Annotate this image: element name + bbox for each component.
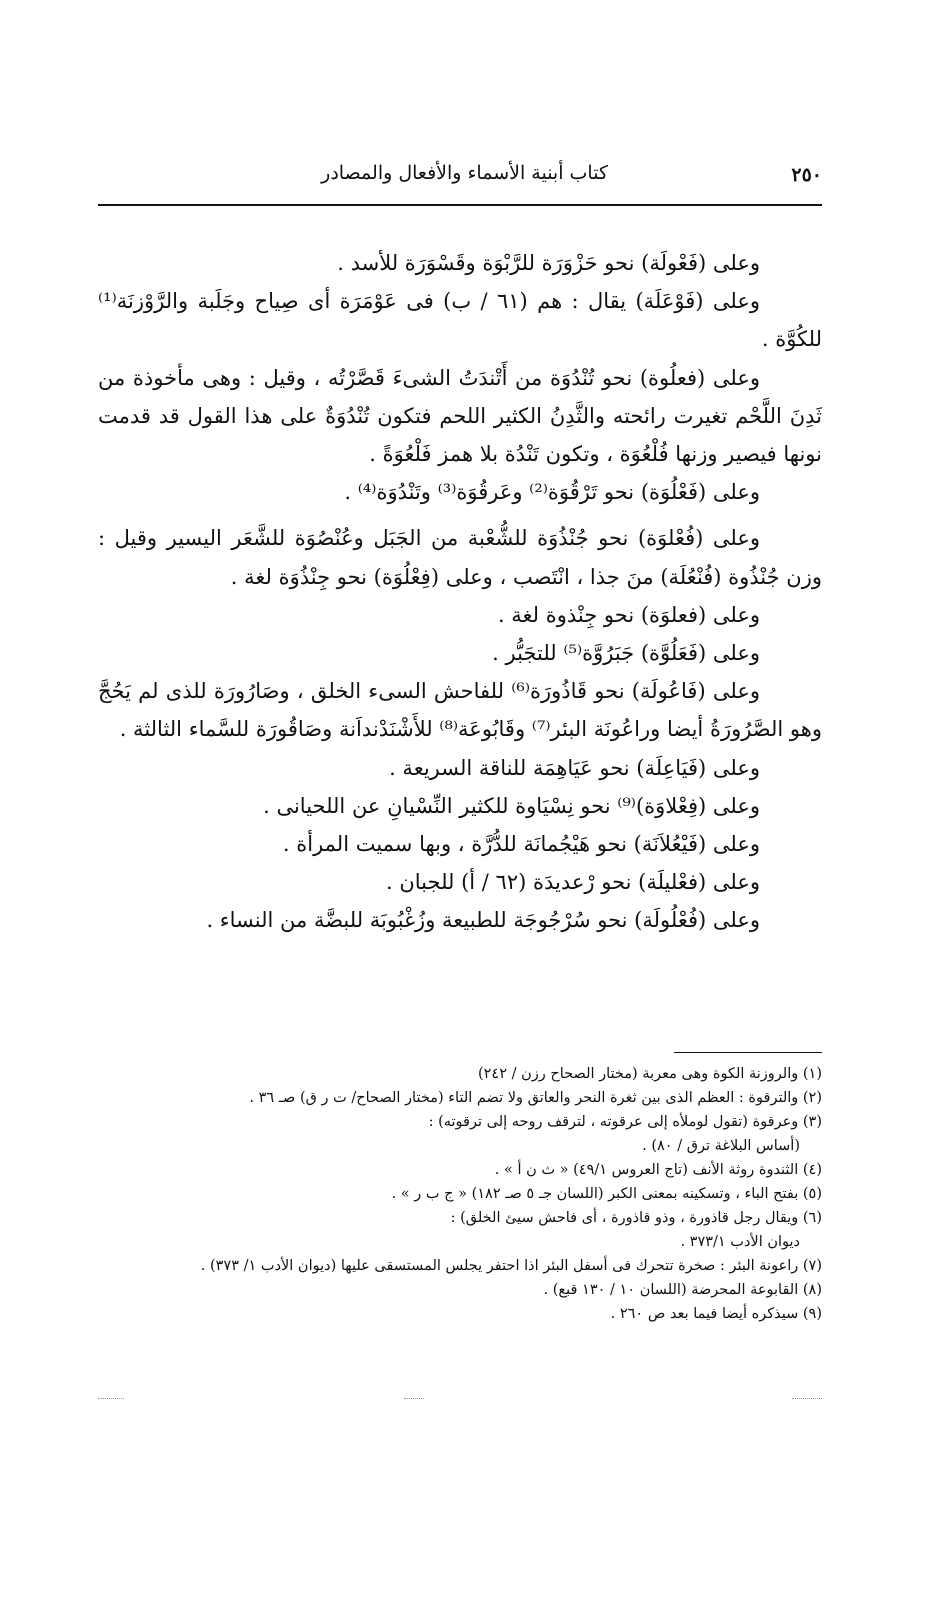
footnote: (٢) والترقوة : العظم الذى بين ثغرة النحر والعاتق ولا تضم التاء (مختار الصحاح/ ت ر ق) صـ ٣٦ . — [249, 1090, 822, 1106]
scan-marks — [98, 1398, 822, 1408]
running-title: كتاب أبنية الأسماء والأفعال والمصادر — [321, 162, 608, 184]
main-text — [98, 244, 822, 940]
footnote: (٧) راعونة البئر : صخرة تتحرك فى أسفل البئر اذا احتفر يجلس المستسقى عليها (ديوان الأدب ١/ ٣٧٣) . — [200, 1258, 822, 1274]
paragraph: وعلى (فَعْولَة) نحو حَزْوَرَة للرَّبْوَة وقَسْوَرَة للأسد . — [337, 251, 760, 275]
footnote-separator — [674, 1052, 822, 1053]
footnote: (٦) ويقال رجل قاذورة ، وذو قاذورة ، أى فاحش سيئ الخلق) : — [450, 1210, 822, 1226]
footnote: (٩) سيذكره أيضا فيما بعد ص ٢٦٠ . — [610, 1306, 822, 1322]
paragraph: وعلى (فُعْلُولَة) نحو سُرْجُوجَة للطبيعة وزُغْبُوبَة للبضَّة من النساء . — [206, 908, 760, 933]
footnote-continuation: ديوان الأدب ٣٧٣/١ . — [680, 1234, 800, 1250]
paragraph: وعلى (فُعْلوَة) نحو جُنْذُوَة للشُّعْبة من الجَبَل وعُنْصُوَة للشَّعَر اليسير وقيل : وزن جُنْذُوة (فُنْعُلَة) منَ جذا ، انْتَصب ، وعلى (فِعْلُوَة) نحو جِنْذُوَة لغة . — [98, 526, 822, 589]
footnotes — [98, 1062, 822, 1326]
page-header — [98, 158, 822, 192]
footnote-continuation: (أساس البلاغة ترق / ٨٠) . — [642, 1138, 800, 1154]
paragraph: وعلى (فَيَاعِلَة) نحو عَيَاهِمَة للناقة السريعة . — [389, 755, 760, 780]
paragraph: وعلى (فَعَلُوَّة) جَبَرُوَّة⁽⁵⁾ للتجَبُّر . — [492, 641, 760, 666]
paragraph: وعلى (فَعْلُوَة) نحو تَرْقُوَة⁽²⁾ وعَرقُوَة⁽³⁾ وتَنْدُوَة⁽⁴⁾ . — [344, 480, 760, 505]
paragraph: وعلى (فعلُوة) نحو تُنْدُوَة من أَتْندَتُ الشىءَ قَصَّرْتُه ، وقيل : وهى مأخوذة من ثَدِنَ اللَّحْم تغيرت رائحته والثَّدِنُ الكثير اللحم فتكون تُنْدُوَةٌ على هذا القول قد قدمت نونها فيصير وزنها فُلْعُوَة ، وتكون تَنْدُة بلا همز فَلْعُوَةً . — [98, 365, 822, 467]
paragraph: وعلى (فَوْعَلَة) يقال : هم (٦١ / ب) فى عَوْمَرَة أى صِياح وجَلَبة والرَّوْزنَة⁽¹⁾ للكُوَّة . — [98, 289, 822, 352]
paragraph: وعلى (فَاعُولَة) نحو قَاذُورَة⁽⁶⁾ للفاحش السىء الخلق ، وصَارُورَة للذى لم يَحُجَّ وهو الصَّرُورَةُ أيضا وراعُونَة البئر⁽⁷⁾ وقَابُوعَة⁽⁸⁾ للأَشْنَدْنداَنة وصَاقُورَة للسَّماء الثالثة . — [98, 679, 822, 742]
paragraph: وعلى (فعْليلَة) نحو رْعديدَة (٦٢ / أ) للجبان . — [386, 870, 760, 895]
scan-mark — [98, 1398, 124, 1399]
scan-mark — [404, 1398, 424, 1399]
scan-mark — [792, 1398, 822, 1399]
paragraph: وعلى (فعلوَة) نحو جِنْذوة لغة . — [497, 602, 760, 627]
footnote: (٣) وعرقوة (تقول لوملأه إلى عرقوته ، لترقف روحه إلى ترقوته) : — [428, 1114, 822, 1130]
paragraph: وعلى (فَيْعُلاَنَة) نحو هَيْجُمانَة للدُّرَّة ، وبها سميت المرأة . — [282, 832, 760, 857]
footnote: (٥) بفتح الباء ، وتسكينه بمعنى الكبر (اللسان جـ ٥ صـ ١٨٢) « ج ب ر » . — [391, 1186, 822, 1202]
footnote: (٨) القابوعة المحرضة (اللسان ١٠ / ١٣٠ قبع) . — [543, 1282, 822, 1298]
header-rule — [98, 204, 822, 206]
footnote: (١) والروزنة الكوة وهى معربة (مختار الصحاح رزن / ٢٤٢) — [477, 1066, 822, 1082]
paragraph: وعلى (فِعْلاوَة)⁽⁹⁾ نحو نِسْيَاوة للكثير النِّسْيانِ عن اللحيانى . — [263, 793, 760, 818]
footnote: (٤) الثندوة روثة الأنف (تاج العروس ٤٩/١) « ث ن أ » . — [494, 1162, 822, 1178]
page-number: ٢٥٠ — [791, 164, 822, 186]
